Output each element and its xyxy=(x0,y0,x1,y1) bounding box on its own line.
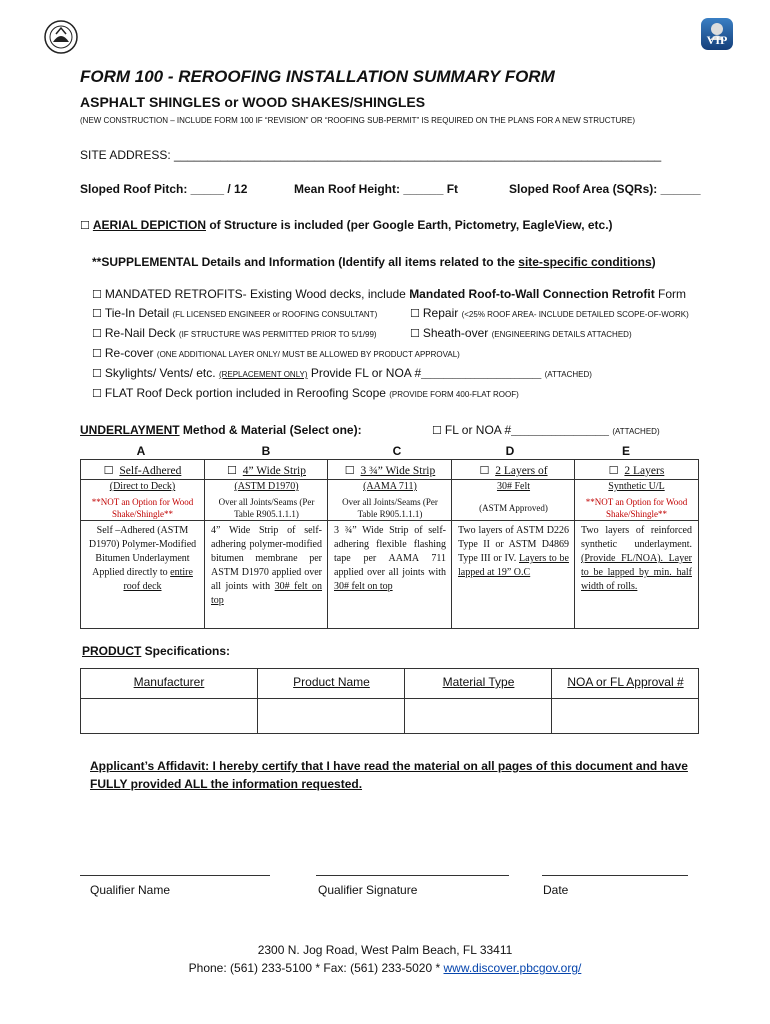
qualifier-name-label: Qualifier Name xyxy=(90,883,171,897)
flat-roof-option[interactable]: ☐ FLAT Roof Deck portion included in Reroofing Scope (PROVIDE FORM 400-FLAT ROOF) xyxy=(92,386,519,400)
checkbox-icon[interactable]: ☐ xyxy=(92,347,102,360)
checkbox-icon[interactable]: ☐ xyxy=(92,288,102,301)
column-header: NOA or FL Approval # xyxy=(567,675,684,689)
roof-pitch-field[interactable]: Sloped Roof Pitch: _____ / 12 xyxy=(80,182,248,196)
grid-divider xyxy=(81,479,698,480)
vip-badge-label: VIP xyxy=(706,33,728,47)
checkbox-icon[interactable]: ☐ xyxy=(92,367,102,380)
checkbox-icon[interactable]: ☐ xyxy=(92,327,102,340)
affidavit-line-1: Applicant’s Affidavit: I hereby certify that I have read the material on all pages of this document and have xyxy=(90,759,688,773)
qualifier-signature-label: Qualifier Signature xyxy=(318,883,418,897)
checkbox-icon[interactable]: ☐ xyxy=(410,327,420,340)
column-letter: B xyxy=(261,444,271,458)
vip-badge-icon xyxy=(701,18,733,50)
product-heading: PRODUCT Specifications: xyxy=(82,644,231,658)
underlayment-heading: UNDERLAYMENT Method & Material (Select one): xyxy=(80,423,362,437)
underlayment-noa-field[interactable]: ☐ FL or NOA #______________________ (ATTACHED) xyxy=(432,423,660,437)
underlayment-option-c[interactable]: ☐ 3 ¾” Wide Strip (AAMA 711) Over all Joints/Seams (Per Table R905.1.1.1) 3 ¾” Wide Strip of self-adhering flexible flashing tape per AAMA 711 applied over all joints with 30# felt on top xyxy=(327,460,452,628)
checkbox-icon[interactable]: ☐ xyxy=(410,307,420,320)
checkbox-icon[interactable]: ☐ xyxy=(227,464,237,477)
underlayment-option-a[interactable]: ☐ Self-Adhered (Direct to Deck) **NOT an Option for Wood Shake/Shingle** Self –Adhered (ASTM D1970) Polymer-Modified Bitumen Underlayment Applied directly to entire roof deck xyxy=(88,464,197,592)
form-title: FORM 100 - REROOFING INSTALLATION SUMMARY FORM xyxy=(80,67,555,86)
product-column xyxy=(551,669,699,733)
column-letter: A xyxy=(136,444,146,458)
product-table xyxy=(80,668,699,734)
product-column xyxy=(404,669,552,733)
underlayment-option-b[interactable]: ☐ 4” Wide Strip (ASTM D1970) Over all Joints/Seams (Per Table R905.1.1.1) 4” Wide Strip of self-adhering polymer-modified bitumen membrane per ASTM D1970 applied over all joints with 30# felt on top xyxy=(204,460,328,628)
checkbox-icon[interactable]: ☐ xyxy=(479,464,490,477)
underlayment-option-e[interactable]: ☐ 2 Layers Synthetic U/L **NOT an Option for Wood Shake/Shingle** Two layers of reinforced synthetic underlayment. (Provide FL/NOA). Layer to be lapped by min. half width of rolls. xyxy=(574,460,698,628)
column-letter: C xyxy=(392,444,402,458)
county-seal-logo xyxy=(44,20,78,54)
re-cover-option[interactable]: ☐ Re-cover (ONE ADDITIONAL LAYER ONLY/ MUST BE ALLOWED BY PRODUCT APPROVAL) xyxy=(92,346,460,360)
qualifier-name-line[interactable] xyxy=(80,875,270,876)
sheath-over-option[interactable]: ☐ Sheath-over (ENGINEERING DETAILS ATTACHED) xyxy=(410,326,632,340)
grid-divider xyxy=(81,520,698,521)
supplemental-heading: **SUPPLEMENTAL Details and Information (Identify all items related to the site-specific conditions) xyxy=(92,255,656,269)
product-entry-row[interactable] xyxy=(81,698,698,699)
website-link[interactable]: www.discover.pbcgov.org/ xyxy=(443,961,582,975)
form-subtitle: ASPHALT SHINGLES or WOOD SHAKES/SHINGLES xyxy=(80,94,426,110)
checkbox-icon[interactable]: ☐ xyxy=(608,464,619,477)
column-letter: E xyxy=(621,444,630,458)
new-construction-note: (NEW CONSTRUCTION – INCLUDE FORM 100 IF “REVISION” OR “ROOFING SUB-PERMIT” IS REQUIRED ON THE PLANS FOR A NEW STRUCTURE) xyxy=(80,116,636,125)
checkbox-icon[interactable]: ☐ xyxy=(80,219,90,232)
date-line[interactable] xyxy=(542,875,688,876)
column-letter: D xyxy=(505,444,515,458)
checkbox-icon[interactable]: ☐ xyxy=(92,387,102,400)
repair-option[interactable]: ☐ Repair (<25% ROOF AREA- INCLUDE DETAILED SCOPE-OF-WORK) xyxy=(410,306,689,320)
roof-area-field[interactable]: Sloped Roof Area (SQRs): ______ xyxy=(509,182,701,196)
column-header: Manufacturer xyxy=(133,675,205,689)
underlayment-options-grid xyxy=(80,459,699,629)
mandated-retrofits-option[interactable]: ☐ MANDATED RETROFITS- Existing Wood decks, include Mandated Roof-to-Wall Connection Retrofit Form xyxy=(92,287,687,301)
checkbox-icon[interactable]: ☐ xyxy=(92,307,102,320)
column-header: Material Type xyxy=(442,675,515,689)
underlayment-option-d[interactable]: ☐ 2 Layers of 30# Felt (ASTM Approved) Two layers of ASTM D226 Type II or ASTM D4869 Type III or IV. Layers to be lapped at 19” O.C xyxy=(451,460,575,628)
date-label: Date xyxy=(543,883,569,897)
affidavit-line-2: FULLY provided ALL the information requested. xyxy=(90,777,363,791)
checkbox-icon[interactable]: ☐ xyxy=(103,464,114,477)
skylights-option[interactable]: ☐ Skylights/ Vents/ etc. (REPLACEMENT ONLY) Provide FL or NOA #___________________________ (ATTACHED) xyxy=(92,366,592,380)
site-address-field[interactable]: SITE ADDRESS: _________________________________________________________________________ xyxy=(80,148,662,162)
footer-contact: Phone: (561) 233-5100 * Fax: (561) 233-5020 * www.discover.pbcgov.org/ xyxy=(188,961,582,975)
checkbox-icon[interactable]: ☐ xyxy=(432,424,442,437)
checkbox-icon[interactable]: ☐ xyxy=(344,464,355,477)
product-column xyxy=(81,669,257,733)
re-nail-deck-option[interactable]: ☐ Re-Nail Deck (IF STRUCTURE WAS PERMITTED PRIOR TO 5/1/99) xyxy=(92,326,377,340)
footer-address: 2300 N. Jog Road, West Palm Beach, FL 33411 xyxy=(257,943,513,957)
product-column xyxy=(257,669,405,733)
column-header: Product Name xyxy=(293,675,370,689)
roof-height-field[interactable]: Mean Roof Height: ______ Ft xyxy=(294,182,459,196)
tie-in-detail-option[interactable]: ☐ Tie-In Detail (FL LICENSED ENGINEER or ROOFING CONSULTANT) xyxy=(92,306,378,320)
qualifier-signature-line[interactable] xyxy=(316,875,509,876)
aerial-depiction-row[interactable]: ☐ AERIAL DEPICTION of Structure is included (per Google Earth, Pictometry, EagleView, etc.) xyxy=(80,218,613,232)
